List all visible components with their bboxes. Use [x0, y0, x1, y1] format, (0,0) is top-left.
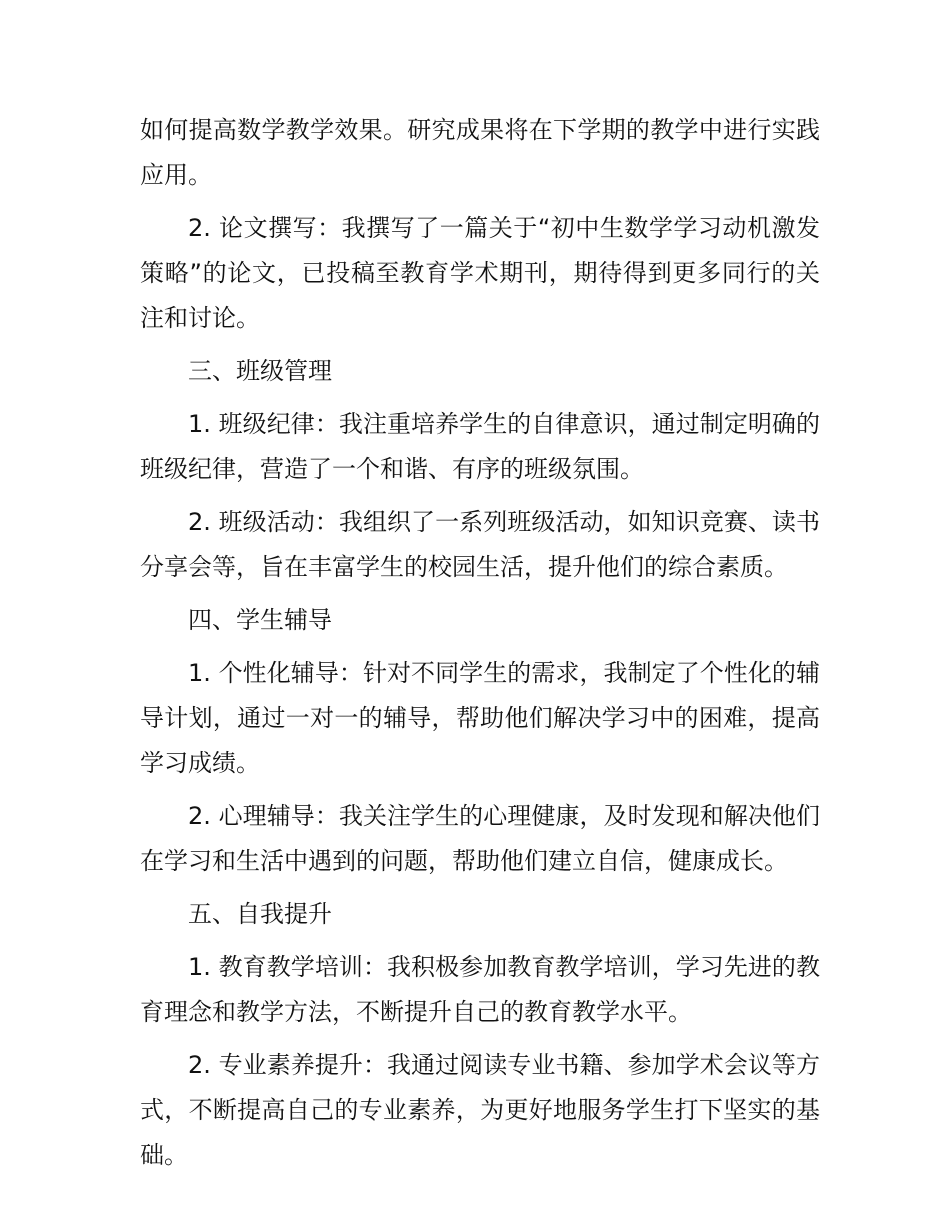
paragraph-professional-improvement: 2. 专业素养提升：我通过阅读专业书籍、参加学术会议等方式，不断提高自己的专业素养，为更好地服务学生打下坚实的基础。 — [140, 1051, 820, 1169]
section-heading-class-management: 三、班级管理 — [188, 357, 332, 385]
document-body — [140, 108, 820, 1186]
paragraph-class-discipline: 1. 班级纪律：我注重培养学生的自律意识，通过制定明确的班级纪律，营造了一个和谐、有序的班级氛围。 — [140, 410, 820, 483]
paragraph-thesis-writing: 2. 论文撰写：我撰写了一篇关于“初中生数学学习动机激发策略”的论文，已投稿至教育学术期刊，期待得到更多同行的关注和讨论。 — [140, 214, 820, 332]
section-heading-self-improvement: 五、自我提升 — [188, 900, 332, 928]
section-heading-student-guidance: 四、学生辅导 — [188, 606, 332, 634]
paragraph-continuation: 如何提高数学教学效果。研究成果将在下学期的教学中进行实践应用。 — [140, 116, 820, 189]
paragraph-psychological-guidance: 2. 心理辅导：我关注学生的心理健康，及时发现和解决他们在学习和生活中遇到的问题，帮助他们建立自信，健康成长。 — [140, 802, 820, 875]
paragraph-teaching-training: 1. 教育教学培训：我积极参加教育教学培训，学习先进的教育理念和教学方法，不断提升自己的教育教学水平。 — [140, 953, 820, 1026]
paragraph-personalized-guidance: 1. 个性化辅导：针对不同学生的需求，我制定了个性化的辅导计划，通过一对一的辅导，帮助他们解决学习中的困难，提高学习成绩。 — [140, 659, 820, 777]
paragraph-class-activities: 2. 班级活动：我组织了一系列班级活动，如知识竞赛、读书分享会等，旨在丰富学生的校园生活，提升他们的综合素质。 — [140, 508, 820, 581]
